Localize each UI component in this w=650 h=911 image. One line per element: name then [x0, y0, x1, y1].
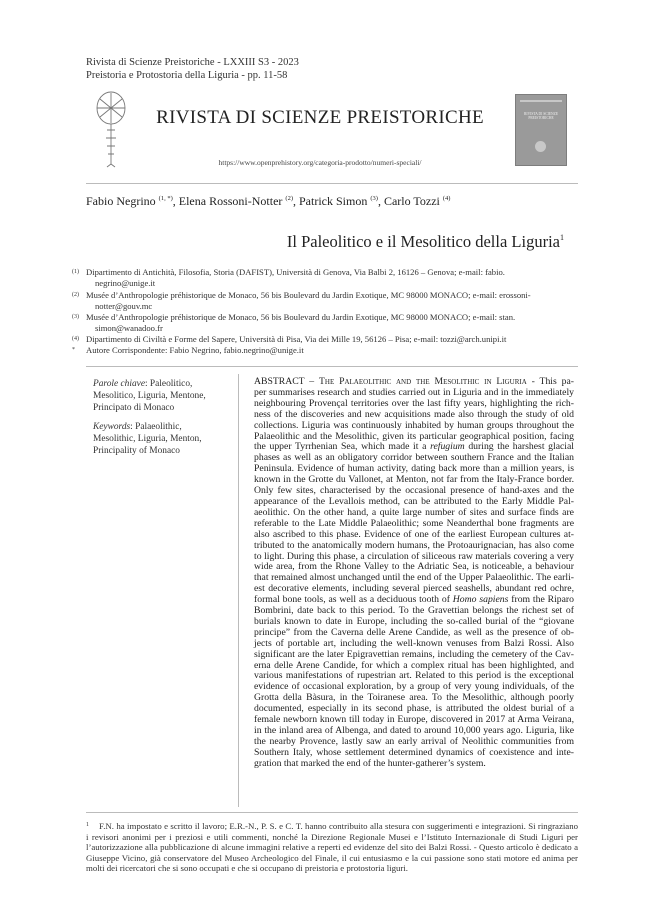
- affiliation-text: Musée d’Anthropologie préhistorique de Monaco, 56 bis Boulevard du Jardin Exotique, MC 98000 MONACO; e-mail: stan.: [86, 312, 516, 322]
- abstract-line: erna delle Arene Candide, for which a complex ritual has been highlighted, and: [254, 659, 574, 671]
- abstract-line: jects of portable art, including the well-known venuses from Balzi Rossi. Also: [254, 637, 574, 649]
- abstract-line: tributed to the anatomically modern humans, the Protoaurignacian, has also come: [254, 539, 574, 551]
- affiliation-number: (3): [72, 314, 79, 320]
- affiliation-text-cont: negrino@unige.it: [95, 277, 156, 288]
- abstract: [254, 377, 574, 770]
- author-name: Elena Rossoni-Notter: [178, 194, 283, 208]
- abstract-line: in the inland area of Albenga, and dated to around 10,000 years ago. Liguria, like: [254, 725, 574, 736]
- running-header-line-2: Preistoria e Protostoria della Liguria - pp. 11-58: [86, 70, 288, 81]
- author-name: Carlo Tozzi: [383, 194, 440, 208]
- abstract-line: collections. Liguria was continuously inhabited by human groups throughout the: [254, 419, 574, 431]
- abstract-line: Palaeolithic and the Mesolithic, given its particular geographical position, facing: [254, 430, 574, 442]
- abstract-heading-title: The Palaeolithic and the Mesolithic in Liguria: [318, 376, 527, 387]
- abstract-line: phases as well as an obligatory corridor between southern France and the Italian: [254, 452, 574, 464]
- abstract-line: appearance of the Levallois method, can be attributed to the Early Middle Pal-: [254, 495, 574, 507]
- abstract-line: principe” from the Caverna delle Arene Candide, as well as the presence of ob-: [254, 626, 574, 638]
- abstract-line: per summarises research and studies carried out in Liguria and in the immediately: [254, 386, 574, 398]
- affiliation-text: Dipartimento di Civiltà e Forme del Sapere, Università di Pisa, Via dei Mille 19, 56126 – Pisa; e-mail: tozzi@arch.unipi.it: [86, 334, 507, 344]
- abstract-line: known in the Grotte du Vallonet, at Menton, not far from the Italy-France border.: [254, 474, 574, 486]
- abstract-line: est decorative elements, including several pierced seashells, abundant red ochre,: [254, 583, 574, 595]
- abstract-line: significant are the later Epigravettian remains, including the cemetery of the Cav-: [254, 648, 574, 660]
- abstract-line: various manifestations of rupestrian art. Related to this period is the exceptional: [254, 670, 574, 682]
- author-affiliation-mark: (1, *): [158, 195, 173, 202]
- cover-title-text: RIVISTA DI SCIENZE PREISTORICHE: [523, 112, 559, 121]
- abstract-italic-term: refugium: [430, 441, 465, 453]
- keywords-english: [93, 421, 223, 458]
- affiliation-text-cont: simon@wanadoo.fr: [95, 322, 163, 333]
- abstract-line: gration that marked the end of the hunter-gatherer’s system.: [254, 757, 486, 769]
- affiliation-4: [72, 334, 567, 345]
- affiliation-text: Musée d’Anthropologie préhistorique de Monaco, 56 bis Boulevard du Jardin Exotique, MC 98000 MONACO; e-mail: erossoni-: [86, 290, 531, 300]
- abstract-text: the upper Tyrrhenian Sea, which made it a: [254, 441, 431, 453]
- abstract-line: Bombrini, date back to this period. To the Gravettian belongs the richest set of: [254, 605, 574, 617]
- abstract-line: also ascribed to this phase. Evidence of one of the earliest European cultures at-: [254, 528, 574, 540]
- journal-title: RIVISTA DI SCIENZE PREISTORICHE: [156, 107, 484, 128]
- author-affiliation-mark: (3): [370, 195, 378, 202]
- author-affiliation-mark: (4): [442, 195, 451, 202]
- affiliation-2: [72, 290, 567, 311]
- abstract-line: wide area, from the Rhone Valley to the Adriatic Sea, is noticeable, a behaviour: [254, 561, 574, 573]
- journal-cover-thumbnail: [515, 94, 567, 166]
- affiliation-number: (1): [72, 269, 79, 275]
- abstract-text: - This pa-: [526, 376, 574, 387]
- affiliation-1: [72, 267, 567, 288]
- abstract-text: during the harshest glacial: [464, 441, 574, 453]
- abstract-line: to light. During this phase, a circulation of siliceous raw materials covering a very: [254, 550, 574, 562]
- abstract-line: burials known to date in Europe, including the so-called burial of the “giovane: [254, 615, 574, 627]
- abstract-text: from the Riparo: [508, 594, 574, 606]
- paper-title: [287, 232, 564, 252]
- affiliation-number: *: [72, 347, 75, 353]
- affiliation-number: (2): [72, 292, 79, 298]
- affiliation-number: (4): [72, 336, 79, 342]
- abstract-line: female newborn known till today in Europe, discovered in 2017 at Arma Veirana,: [254, 714, 574, 726]
- abstract-line: that remained almost unchanged until the end of the Upper Palaeolithic. The earli-: [254, 572, 574, 584]
- keywords-label: Keywords: [93, 421, 131, 432]
- footnote-number: 1: [86, 822, 89, 828]
- footnote-divider: [86, 812, 578, 813]
- keywords-italian: [93, 378, 223, 415]
- abstract-line: Peninsula. Evidence of human activity, dating back more than a million years, is: [254, 463, 574, 475]
- abstract-line: Only few sites, characterised by the occasional presence of hand-axes and the: [254, 485, 574, 497]
- abstract-line: referable to the Late Middle Palaeolithic; some Neanderthal bone fragments are: [254, 517, 574, 529]
- affiliation-text: Dipartimento di Antichità, Filosofia, Storia (DAFIST), Università di Genova, Via Balbi 2, 16126 – Genova; e-mail: fabio.: [86, 267, 505, 277]
- author-list: Fabio Negrino $^{(1, *)}$, Elena Rossoni-Notter $^{(2)}$, Patrick Simon $^{(3)}$, Carlo Tozzi $^{(4)}$: [86, 194, 451, 208]
- abstract-line: evidence of occasional exploration, by a group of very young individuals, of the: [254, 681, 574, 693]
- abstract-line: documented, especially in its second phase, is attributed the oldest burial of a: [254, 703, 574, 715]
- header-divider: [86, 183, 578, 184]
- running-header-line-1: Rivista di Scienze Preistoriche - LXXIII S3 - 2023: [86, 57, 299, 68]
- keywords-column: [93, 378, 223, 463]
- abstract-line: the nearby Provence, lastly saw an early arrival of Neolithic communities from: [254, 735, 574, 747]
- abstract-line: Grotta della Bàsura, in the Toiranese area. To the Mesolithic, although poorly: [254, 692, 574, 704]
- author-name: Patrick Simon: [299, 194, 368, 208]
- affiliation-corresponding: [72, 345, 567, 356]
- affiliation-3: [72, 312, 567, 333]
- footnote-text: F.N. ha impostato e scritto il lavoro; E.R.-N., P. S. e C. T. hanno contribuito alla stesura con suggerimenti e integrazioni. Si ringraziano i revisori anonimi per i preziosi e utili commenti, nonché la Direzione Regionale Musei e l’Istituto Internazionale di Studi Liguri per l’autorizzazione alla pubblicazione di alcune immagini relative a reperti ed evidenze del sito dei Balzi Rossi. - Questo articolo è dedicato a Giuseppe Vicino, già conservatore del Museo Archeologico del Finale, il cui entusiasmo e la cui passione sono stati motore ed anima per molti dei ricercatori che si sono occupati e che si occupano di preistoria e protostoria liguri.: [86, 821, 578, 874]
- journal-url: https://www.openprehistory.org/categoria-prodotto/numeri-speciali/: [218, 158, 422, 167]
- cover-seal-icon: [535, 141, 546, 152]
- title-footnote-mark: 1: [560, 233, 564, 242]
- abstract-text: formal bone tools, as well as a deciduous tooth of: [254, 594, 453, 606]
- keywords-text: : Palaeolithic, Mesolithic, Liguria, Menton, Principality of Monaco: [93, 421, 202, 457]
- affiliation-text-cont: notter@gouv.mc: [95, 300, 153, 311]
- abstract-heading: ABSTRACT –: [254, 376, 319, 387]
- keywords-label: Parole chiave: [93, 379, 145, 389]
- affiliation-text: Autore Corrispondente: Fabio Negrino, fabio.negrino@unige.it: [86, 345, 304, 355]
- paper-title-text: Il Paleolitico e il Mesolitico della Liguria: [286, 232, 560, 251]
- abstract-line: Southern Italy, whose settlement determined dynamics of coexistence and inte-: [254, 746, 574, 758]
- affiliation-divider: [86, 366, 578, 367]
- keywords-text: : Paleolitico, Mesolitico, Liguria, Mentone, Principato di Monaco: [93, 379, 206, 414]
- abstract-italic-term: Homo sapiens: [452, 594, 509, 606]
- abstract-line: neighbouring Provençal territories over the last fifty years, highlighting the rich-: [254, 397, 574, 409]
- column-divider: [238, 374, 239, 807]
- footnote: [86, 820, 578, 874]
- journal-logo-icon: [92, 90, 130, 168]
- author-name: Fabio Negrino: [86, 194, 156, 208]
- abstract-line: ness of the discoveries and new acquisitions made also through the study of old: [254, 408, 574, 420]
- abstract-line: aeolithic. On the other hand, a quite large number of sites and surface finds are: [254, 506, 574, 518]
- author-affiliation-mark: (2): [285, 195, 293, 202]
